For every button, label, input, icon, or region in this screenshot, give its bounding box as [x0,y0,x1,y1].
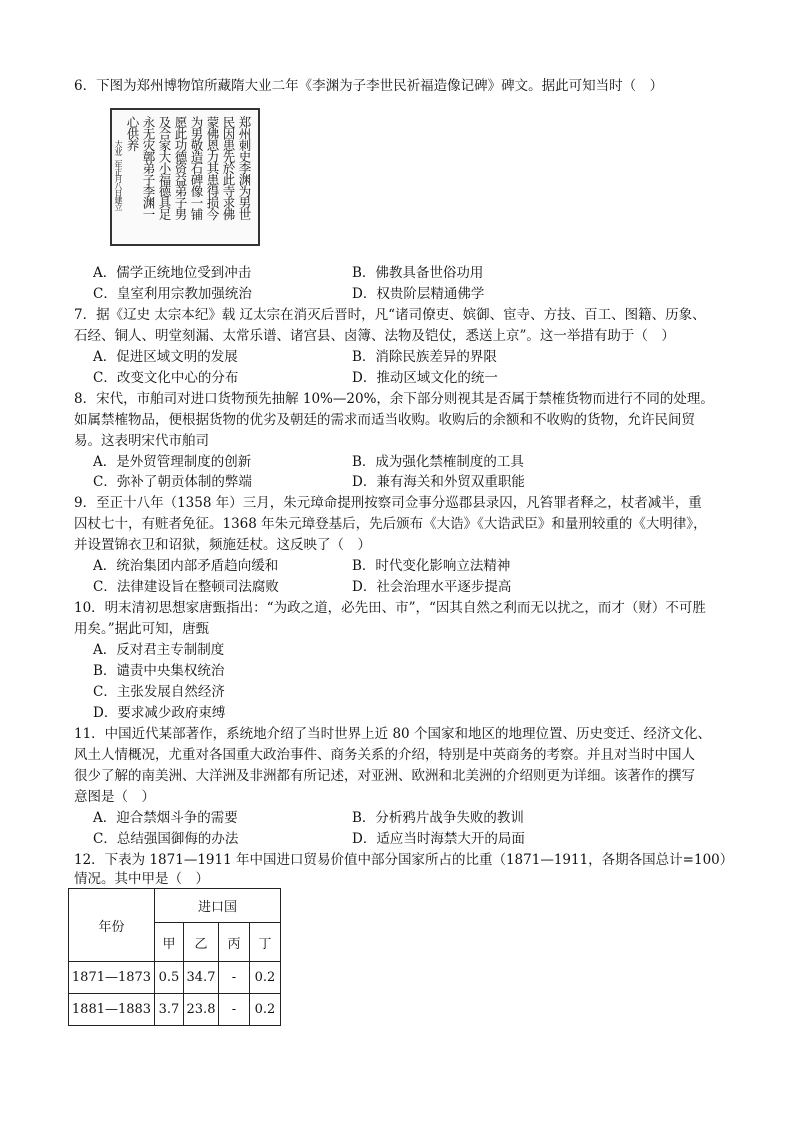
table-cell-year: 1881—1883 [69,994,155,1026]
q9-stem-line: 9．至正十八年（1358 年）三月，朱元璋命提刑按察司佥事分巡郡县录囚，凡笞罪者释之，杖者减半，重 [74,495,702,511]
q11-option-c[interactable]: C．总结强国御侮的办法 [93,831,239,847]
q11-stem-line: 很少了解的南美洲、大洋洲及非洲都有所记述，对亚洲、欧洲和北美洲的介绍则更为详细。该著作的撰写 [74,768,695,784]
q11-option-d[interactable]: D．适应当时海禁大开的局面 [352,831,525,847]
q9-option-a[interactable]: A．统治集团内部矛盾趋向缓和 [93,558,279,574]
table-cell: 23.8 [184,994,219,1026]
q9-stem-line: 并设置锦衣卫和诏狱，频施廷杖。这反映了（ ） [74,537,371,553]
q11-option-a[interactable]: A．迎合禁烟斗争的需要 [93,810,238,826]
q9-option-d[interactable]: D．社会治理水平逐步提高 [352,579,512,595]
stele-column: 蒙佛恩力其患得损今 [205,116,220,220]
table-cell: 0.2 [250,962,281,994]
q6-option-c[interactable]: C．皇室利用宗教加强统治 [93,286,252,302]
q9-option-b[interactable]: B．时代变化影响立法精神 [352,558,511,574]
stele-column: 及合家大小福德具足 [157,116,172,220]
q8-stem-line: 易。这表明宋代市舶司 [74,433,209,449]
table-cell: - [219,962,250,994]
q6-option-b[interactable]: B．佛教具备世俗功用 [352,265,484,281]
table-cell: 34.7 [184,962,219,994]
table-header-country: 甲 [155,923,184,962]
stele-column: 郑州刺史李渊为男世 [237,116,252,220]
q12-stem-line: 12．下表为 1871—1911 年中国进口贸易价值中部分国家所占的比重（1871—1911，各期各国总计=100） [74,852,734,868]
q7-stem-line: 7．据《辽史 太宗本纪》载 辽太宗在消灭后晋时，凡“诸司僚吏、嫔御、宦寺、方技、百工、图籍、历象、 [74,307,706,323]
stele-column: 心供养 [125,116,140,151]
q10-option-a[interactable]: A．反对君主专制制度 [93,642,225,658]
q9-option-c[interactable]: C．法律建设旨在整顿司法腐败 [93,579,279,595]
q8-option-d[interactable]: D．兼有海关和外贸双重职能 [352,474,525,490]
q10-stem-line: 10．明末清初思想家唐甄指出：“为政之道，必先田、市”，“因其自然之利而无以扰之，而才（财）不可胜 [74,600,706,616]
table-header-importers: 进口国 [155,889,281,923]
table-cell: 0.2 [250,994,281,1026]
q11-stem-line: 风土人情概况，尤重对各国重大政治事件、商务关系的介绍，特别是中英商务的考察。并且对当时中国人 [74,747,695,763]
q10-option-d[interactable]: D．要求减少政府束缚 [93,705,226,721]
q10-option-b[interactable]: B．谴责中央集权统治 [93,663,225,679]
table-header-year: 年份 [69,889,155,962]
table-row [69,994,281,1026]
q9-stem-line: 囚杖七十，有赃者免征。1368 年朱元璋登基后，先后颁布《大诰》《大诰武臣》和量刑较重的《大明律》， [74,516,707,532]
q7-option-c[interactable]: C．改变文化中心的分布 [93,370,239,386]
q6-stem: 6．下图为郑州博物馆所藏隋大业二年《李渊为子李世民祈福造像记碑》碑文。据此可知当时（ ） [74,78,664,94]
q11-stem-line: 11．中国近代某部著作，系统地介绍了当时世界上近 80 个国家和地区的地理位置、历史变迁、经济文化、 [74,726,711,742]
table-cell: - [219,994,250,1026]
stele-inscription-image [110,108,260,246]
table-cell: 0.5 [155,962,184,994]
table-cell: 3.7 [155,994,184,1026]
table-cell-year: 1871—1873 [69,962,155,994]
q10-stem-line: 用矣。”据此可知，唐甄 [74,621,210,637]
q7-option-b[interactable]: B．消除民族差异的界限 [352,349,497,365]
stele-date: 大业二年正月八日建立 [114,140,123,210]
q11-option-b[interactable]: B．分析鸦片战争失败的教训 [352,810,524,826]
q8-option-c[interactable]: C．弥补了朝贡体制的弊端 [93,474,252,490]
stele-column: 永无灾鄣弟子李渊一 [141,116,156,220]
table-header-country: 乙 [184,923,219,962]
q8-option-b[interactable]: B．成为强化禁榷制度的工具 [352,454,524,470]
stele-column: 民因患先於此寺求佛 [221,116,236,220]
stele-column: 愿此功德资益弟子男 [173,116,188,220]
q10-option-c[interactable]: C．主张发展自然经济 [93,684,225,700]
q8-stem-line: 8．宋代，市舶司对进口货物预先抽解 10%—20%，余下部分则视其是否属于禁榷货物而进行不同的处理。 [74,391,714,407]
q7-stem-line: 石经、铜人、明堂刻漏、太常乐谱、诸宫县、卤簿、法物及铠仗，悉送上京”。这一举措有助于（ ） [74,328,675,344]
q12-stem-line: 情况。其中甲是（ ） [74,871,209,887]
q8-stem-line: 如属禁榷物品，便根据货物的优劣及朝廷的需求而适当收购。收购后的余额和不收购的货物，允许民间贸 [74,412,695,428]
q11-stem-line: 意图是（ ） [74,789,155,805]
q6-option-d[interactable]: D．权贵阶层精通佛学 [352,286,485,302]
q8-option-a[interactable]: A．是外贸管理制度的创新 [93,454,252,470]
table-row [69,962,281,994]
table-header-country: 丁 [250,923,281,962]
q6-option-a[interactable]: A．儒学正统地位受到冲击 [93,265,252,281]
q7-option-a[interactable]: A．促进区域文明的发展 [93,349,238,365]
stele-column: 为男敬造石碑像一铺 [189,116,204,220]
q7-option-d[interactable]: D．推动区域文化的统一 [352,370,498,386]
table-header-country: 丙 [219,923,250,962]
import-share-table [68,888,281,1026]
